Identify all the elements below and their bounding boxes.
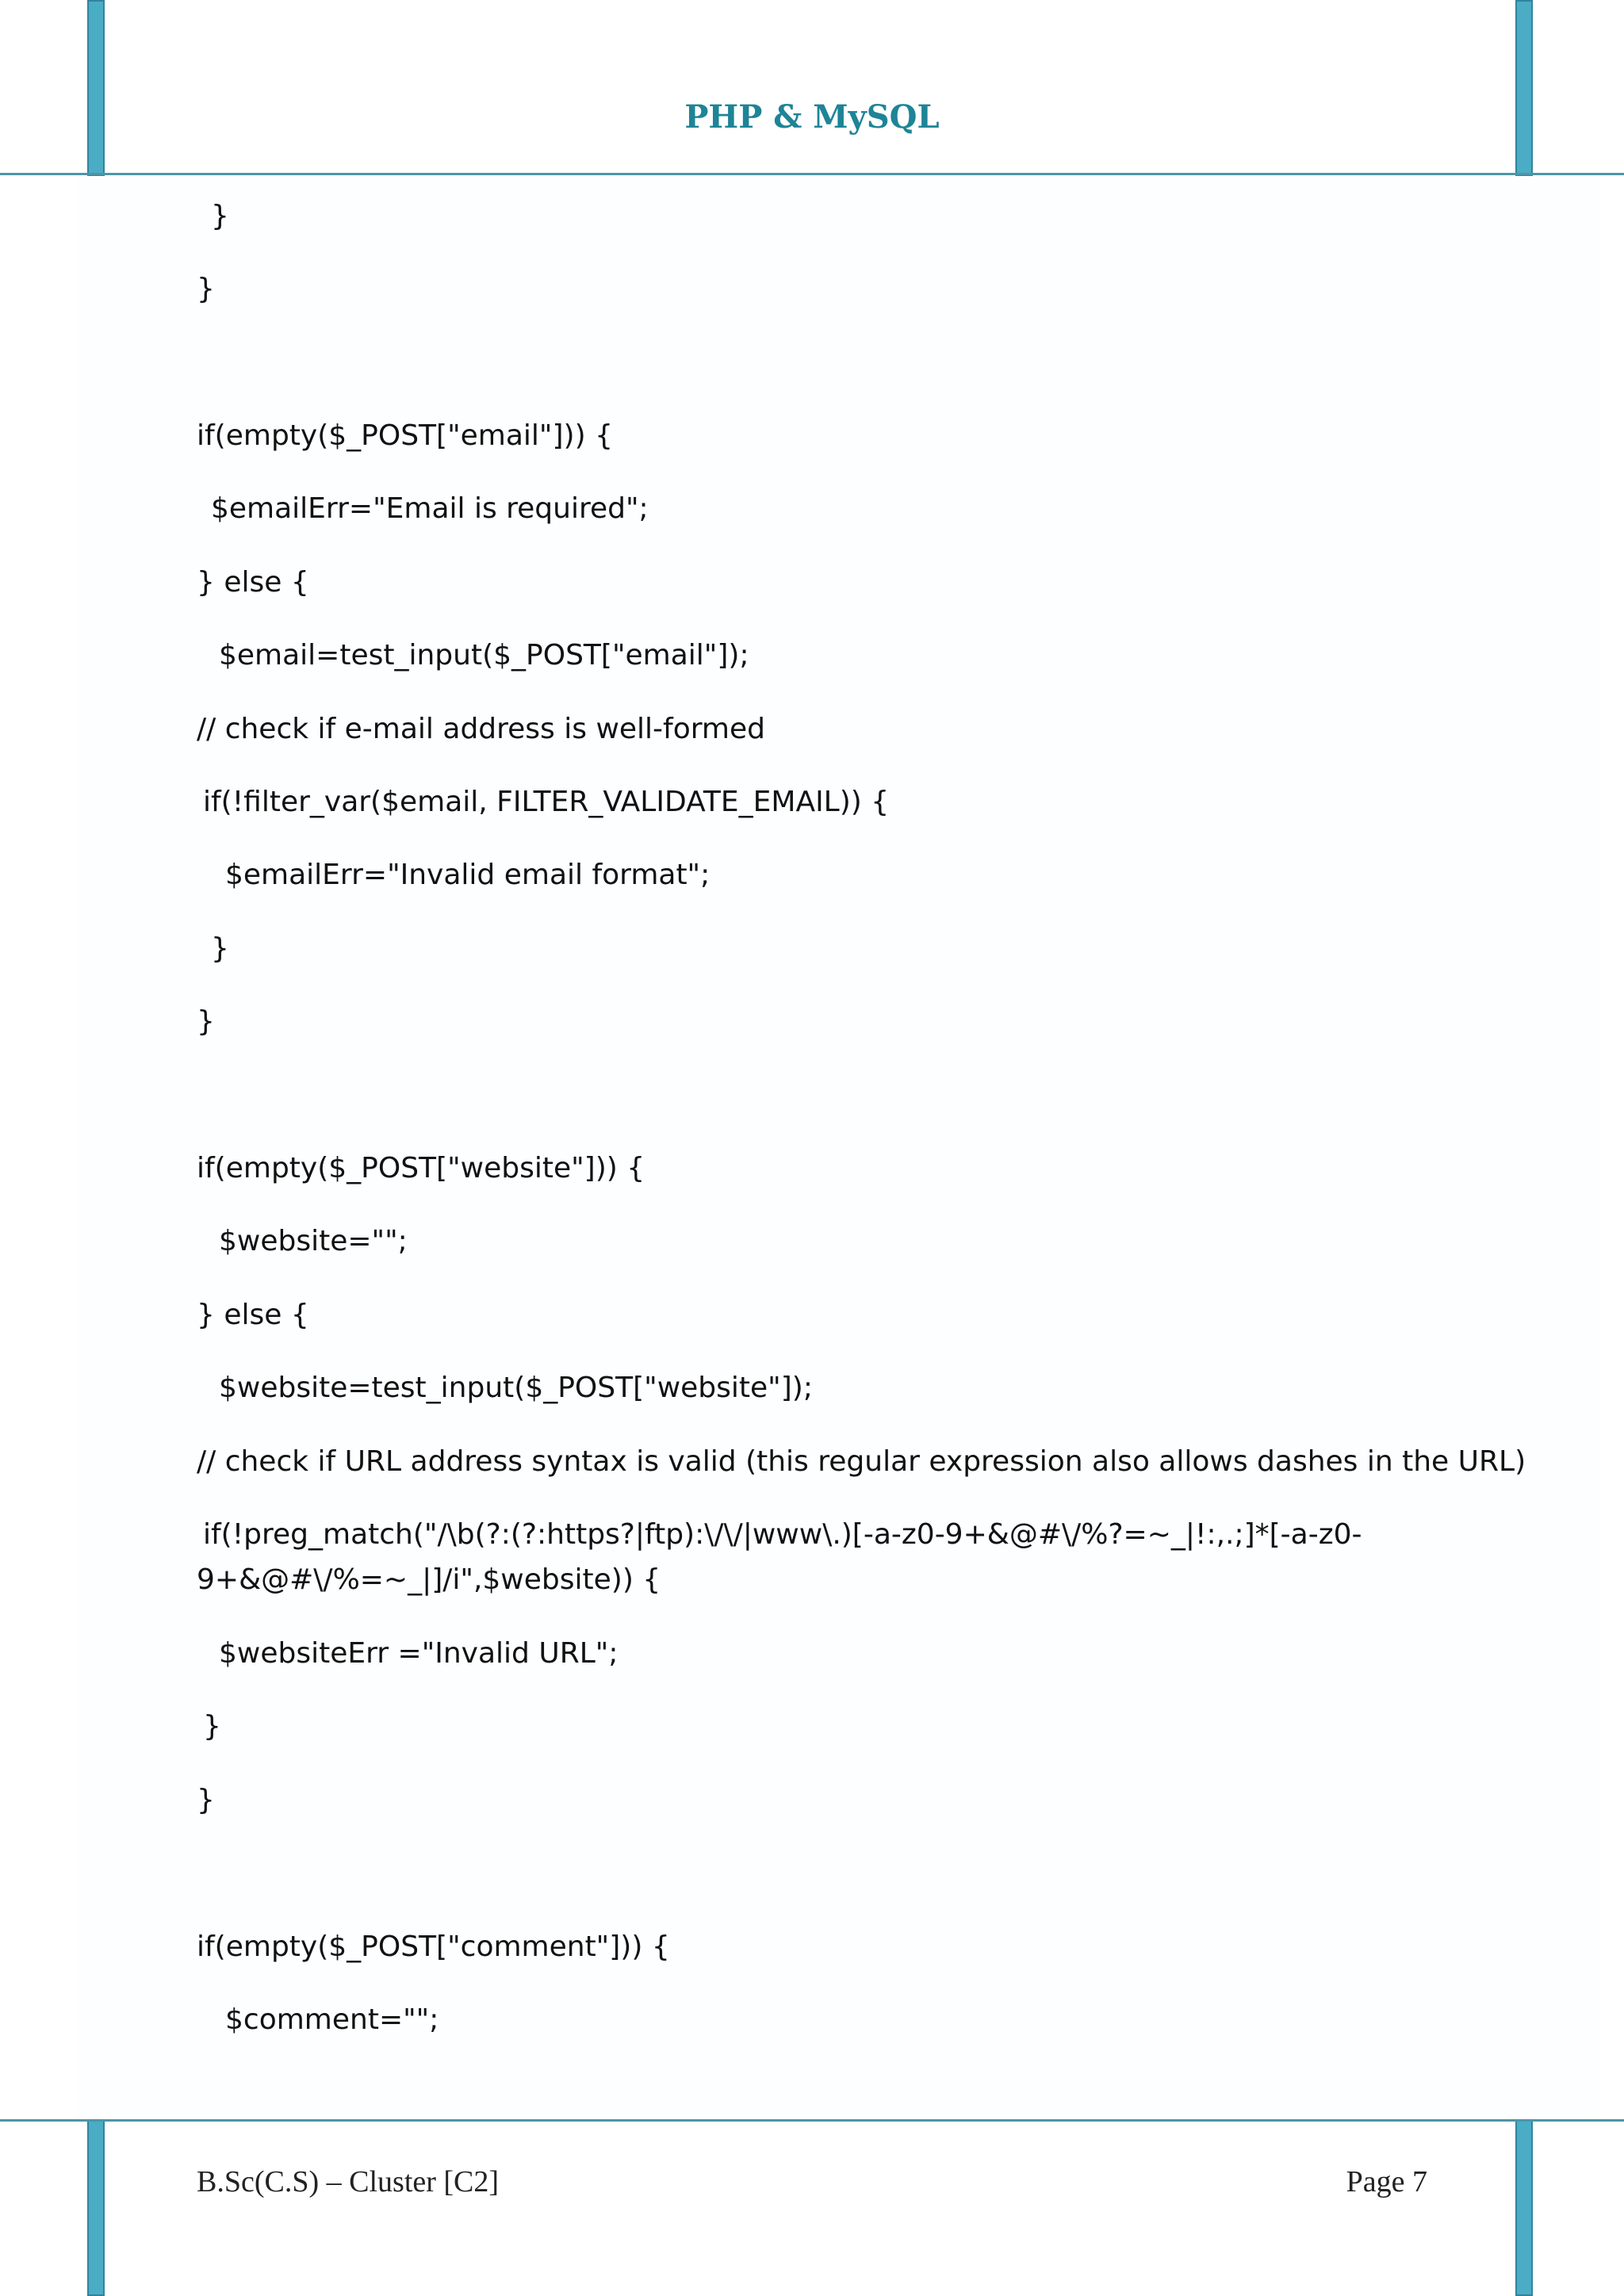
page-body-area: [76, 176, 1599, 2120]
code-line: $website="";: [219, 1225, 408, 1257]
code-line: }: [211, 200, 229, 232]
code-line: 9+&@#\/%=~_|]/i",$website)) {: [197, 1563, 661, 1596]
code-line: } else {: [197, 1299, 309, 1331]
code-line: if(empty($_POST["email"])) {: [197, 419, 613, 452]
header-right-bar: [1515, 0, 1533, 176]
code-line: $emailErr="Email is required";: [211, 492, 649, 525]
code-line: $emailErr="Invalid email format";: [225, 859, 710, 891]
code-line: }: [203, 1710, 221, 1743]
code-line: $website=test_input($_POST["website"]);: [219, 1372, 813, 1404]
code-line: $websiteErr ="Invalid URL";: [219, 1637, 619, 1670]
header-rule: [0, 173, 1624, 175]
code-line: }: [197, 1005, 215, 1038]
footer-page-number: Page 7: [1346, 2165, 1427, 2198]
footer-left-bar: [87, 2120, 105, 2296]
code-line: } else {: [197, 566, 309, 599]
code-line: if(empty($_POST["comment"])) {: [197, 1931, 670, 1963]
code-line: }: [197, 1784, 215, 1816]
code-line: }: [211, 932, 229, 965]
code-line: $comment="";: [225, 2003, 439, 2036]
footer-right-bar: [1515, 2120, 1533, 2296]
code-line: }: [197, 273, 215, 305]
code-line: $email=test_input($_POST["email"]);: [219, 639, 749, 672]
page-header-title: PHP & MySQL: [684, 98, 940, 136]
code-line: if(!filter_var($email, FILTER_VALIDATE_EMAIL)) {: [203, 786, 890, 818]
code-line: if(!preg_match("/\b(?:(?:https?|ftp):\/\/|www\.)[-a-z0-9+&@#\/%?=~_|!:,.;]*[-a-z0-: [203, 1518, 1362, 1551]
footer-rule: [0, 2119, 1624, 2122]
footer-course-label: B.Sc(C.S) – Cluster [C2]: [197, 2165, 500, 2198]
code-comment: // check if URL address syntax is valid (this regular expression also allows dashes in the URL): [197, 1445, 1526, 1478]
code-comment: // check if e-mail address is well-formed: [197, 713, 765, 745]
header-left-bar: [87, 0, 105, 176]
code-line: if(empty($_POST["website"])) {: [197, 1152, 645, 1184]
